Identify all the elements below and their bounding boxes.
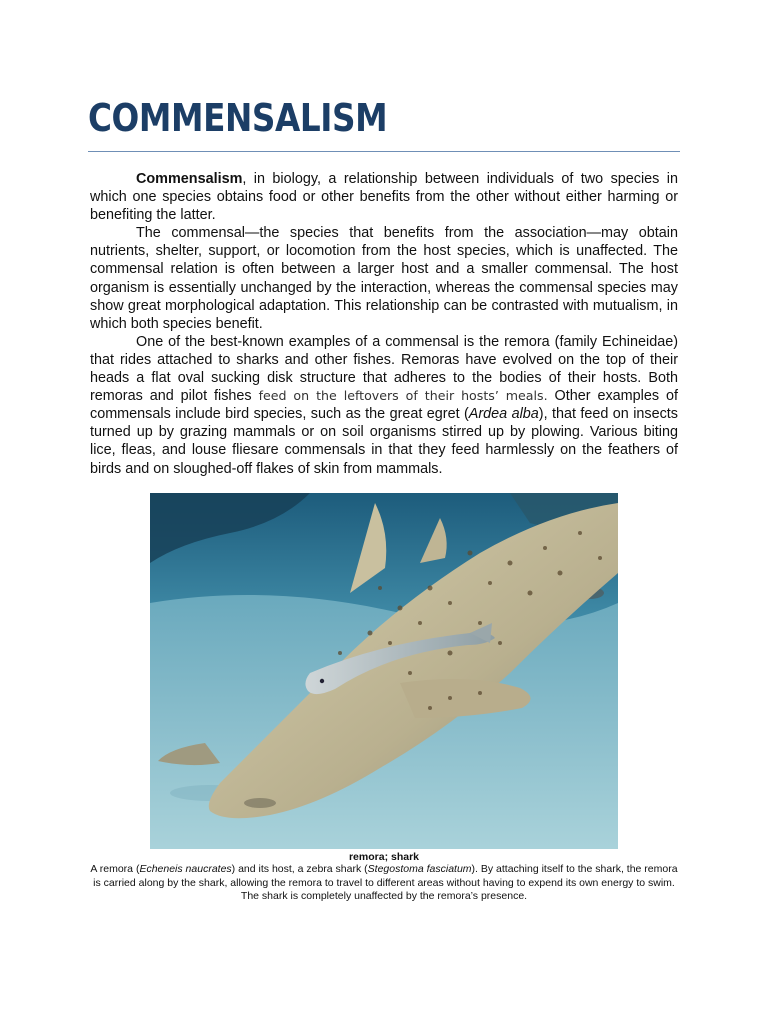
paragraph-3-text-b: feed on the leftovers of their hosts’ meals. [258,388,548,404]
caption-title: remora; shark [348,851,420,863]
caption-text-c: ) and its host, a zebra shark ( [231,863,368,875]
caption-text-a: A remora ( [90,863,140,875]
species-echeneis-naucrates: Echeneis naucrates [139,863,232,875]
species-stegostoma-fasciatum: Stegostoma fasciatum [367,863,472,875]
species-ardea-alba: Ardea alba [468,406,539,423]
paragraph-3-text-c: Other examples of commensals include bird species, such as the great egret ( [90,388,678,423]
article-body [90,170,678,478]
paragraph-2: The commensal—the species that benefits from the association—may obtain nutrients, shelter, support, or locomotion from the host species, which is unaffected. The commensal relation is often between a larger host and a smaller commensal. The host organism is essentially unchanged by the interaction, whereas the commensal species may show great morphological adaptation. This relationship can be contrasted with mutualism, in which both species benefit. [90,225,678,332]
paragraph-3-text-a: One of the best-known examples of a commensal is the remora (family Echineidae) that rides attached to sharks and other fishes. Remoras have evolved on the top of their heads a flat oval sucking disk structure that adheres to the bodies of their hosts. Both remoras and pilot fishes [90,333,678,405]
remora-shark-photo [150,493,618,849]
term-commensalism: Commensalism [136,171,243,187]
paragraph-3-text-e: ), that feed on insects turned up by grazing mammals or on soil organisms stirred up by plowing. Various biting lice, fleas, and louse fliesare commensals in that they feed harmlessly on the feathers of birds and on sloughed-off flakes of skin from mammals. [90,406,679,477]
title-divider [88,151,680,152]
paragraph-1 [90,170,678,224]
caption-text [88,863,680,904]
paragraph-3 [90,333,678,478]
caption-text-e: ). By attaching itself to the shark, the remora is carried along by the shark, allowing the remora to travel to different areas without having to expend its own energy to swim. The shark is completely unaffected by the remora’s presence. [93,863,678,903]
page-title: COMMENSALISM [88,96,388,140]
paragraph-1-text: , in biology, a relationship between individuals of two species in which one species obtains food or other benefits from the other without either harming or benefiting the latter. [90,171,678,224]
